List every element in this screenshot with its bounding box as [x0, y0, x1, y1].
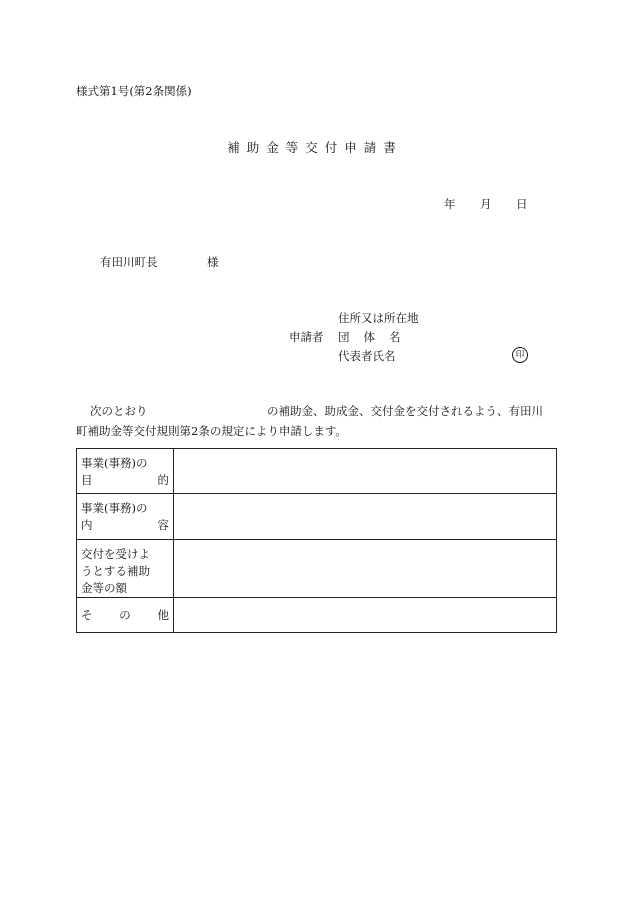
- row-label-other: [77, 598, 174, 633]
- label-line: [81, 517, 169, 534]
- label-char: 内: [81, 518, 93, 532]
- row-label-amount: [77, 540, 174, 598]
- seal-mark: 印: [512, 347, 528, 363]
- date-month-label: 月: [480, 197, 492, 211]
- label-line: うとする補助: [81, 564, 150, 578]
- applicant-role-label: 申請者: [289, 330, 324, 344]
- org-label-char: 名: [389, 330, 401, 344]
- document-title: [0, 142, 630, 155]
- body-text-line1-end: の補助金、助成金、交付金を交付されるよう、有田川: [267, 404, 543, 418]
- label-char: 的: [157, 473, 169, 487]
- row-value-amount[interactable]: [174, 540, 557, 598]
- addressee-name: 有田川町長: [100, 255, 158, 269]
- label-char: 容: [157, 518, 169, 532]
- row-label-content: [77, 494, 174, 540]
- row-value-content[interactable]: [174, 494, 557, 540]
- addressee-honorific: 様: [207, 255, 219, 269]
- form-number: 様式第1号(第2条関係): [76, 84, 192, 98]
- row-value-purpose[interactable]: [174, 449, 557, 494]
- row-value-other[interactable]: [174, 598, 557, 633]
- document-title-text: 補助金等交付申請書: [227, 140, 403, 155]
- label-char: そ: [81, 608, 93, 622]
- label-line: 金等の額: [81, 581, 127, 595]
- body-text-line1-start: 次のとおり: [90, 404, 148, 418]
- applicant-representative-label: 代表者氏名: [338, 349, 396, 363]
- table-row: [77, 494, 557, 540]
- label-line: 事業(事務)の: [81, 501, 148, 515]
- table-row: [77, 449, 557, 494]
- label-line: [81, 472, 169, 489]
- label-line: [81, 607, 169, 624]
- row-label-purpose: [77, 449, 174, 494]
- org-label-char: 体: [363, 330, 375, 344]
- label-char: 目: [81, 473, 93, 487]
- body-text-line2: 町補助金等交付規則第2条の規定により申請します。: [76, 424, 347, 438]
- applicant-address-label: 住所又は所在地: [338, 311, 419, 325]
- date-year-label: 年: [444, 197, 456, 211]
- detail-table: [76, 448, 557, 633]
- org-label-char: 団: [338, 330, 350, 344]
- label-line: 交付を受けよ: [81, 547, 150, 561]
- table-row: [77, 598, 557, 633]
- date-day-label: 日: [516, 197, 528, 211]
- label-char: の: [119, 608, 131, 622]
- applicant-org-label: [338, 332, 401, 344]
- label-char: 他: [157, 608, 169, 622]
- table-row: [77, 540, 557, 598]
- label-line: 事業(事務)の: [81, 456, 148, 470]
